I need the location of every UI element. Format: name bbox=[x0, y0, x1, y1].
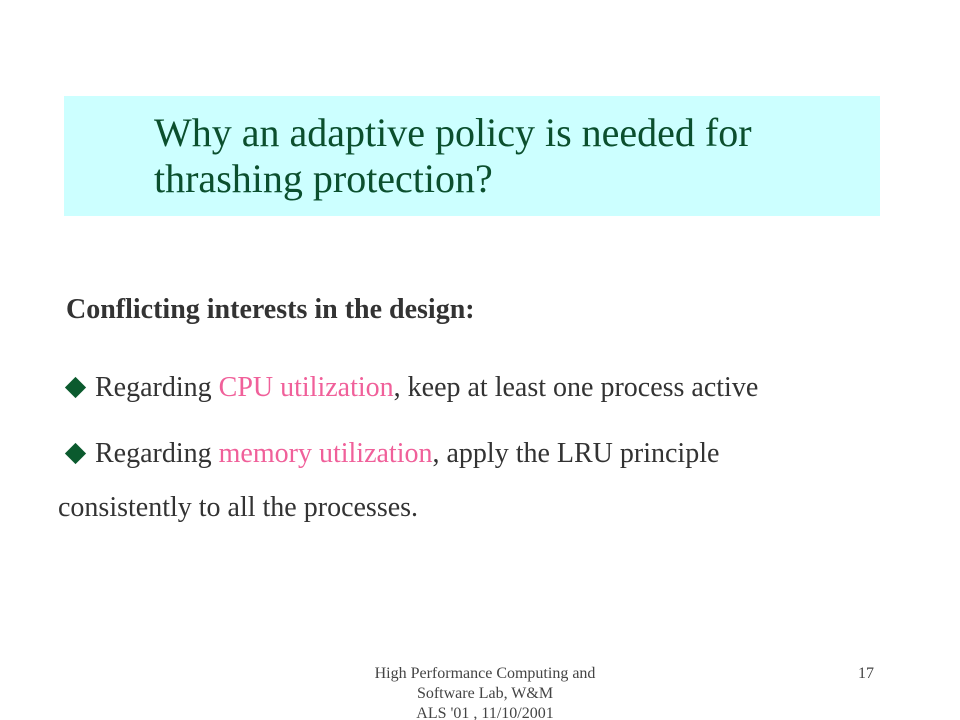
slide-title-line-2: thrashing protection? bbox=[154, 156, 493, 201]
section-subheading: Conflicting interests in the design: bbox=[66, 294, 475, 325]
bullet-highlight-memory-utilization: memory utilization bbox=[218, 438, 433, 469]
slide-title bbox=[154, 110, 854, 202]
footer-line-3: ALS '01 , 11/10/2001 bbox=[416, 705, 554, 720]
bullet-continuation: consistently to all the processes. bbox=[58, 492, 419, 523]
diamond-bullet-icon bbox=[65, 443, 86, 464]
footer-line-2: Software Lab, W&M bbox=[416, 685, 554, 702]
title-box bbox=[64, 96, 880, 216]
diamond-bullet-icon bbox=[65, 377, 86, 398]
page-number: 17 bbox=[858, 665, 874, 682]
bullet-item-memory bbox=[62, 436, 719, 472]
footer-credit bbox=[330, 664, 640, 720]
bullet-suffix: , apply the LRU principle bbox=[432, 438, 720, 469]
slide-title-line-1: Why an adaptive policy is needed for bbox=[154, 110, 752, 155]
bullet-prefix: Regarding bbox=[95, 372, 219, 403]
bullet-prefix: Regarding bbox=[95, 438, 219, 469]
bullet-suffix: , keep at least one process active bbox=[393, 372, 759, 403]
bullet-highlight-cpu-utilization: CPU utilization bbox=[218, 372, 394, 403]
bullet-item-cpu bbox=[62, 370, 758, 406]
footer-line-1: High Performance Computing and bbox=[374, 665, 596, 682]
